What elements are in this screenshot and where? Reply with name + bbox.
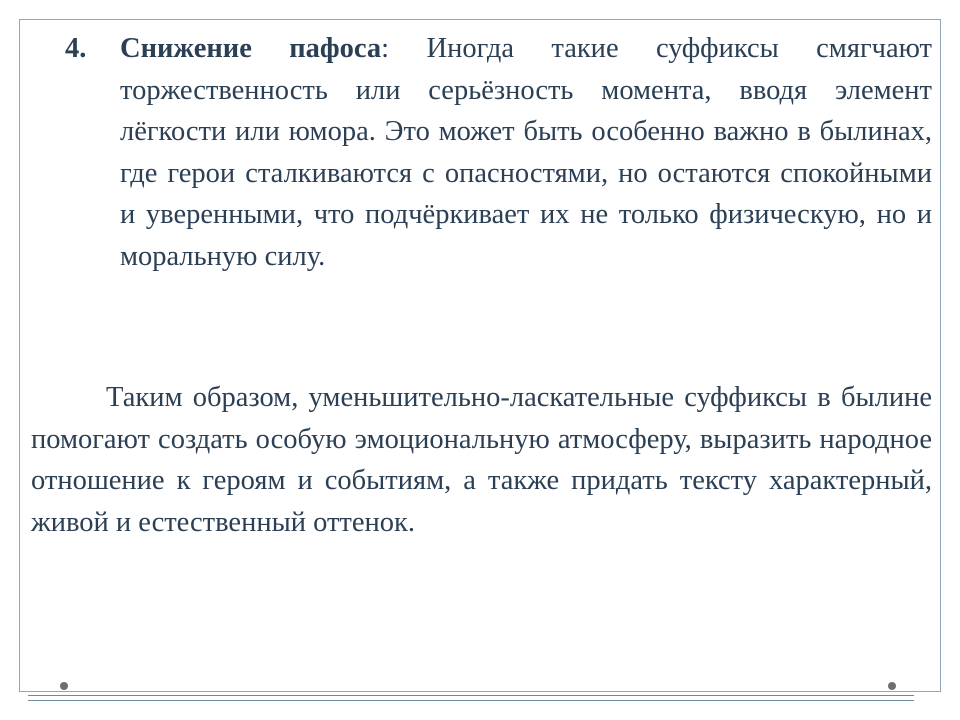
bottom-divider (28, 695, 914, 696)
list-item-body: Иногда такие суффиксы смягчают торжественность или серьёзность момента, вводя элемент лёгкости или юмора. Это может быть особенно важно в былинах, где герои сталкиваются с опасностями, но остаются спокойными и уверенными, что подчёркивает их не только физическую, но и моральную силу. (120, 33, 932, 272)
list-item-title: Снижение пафоса (120, 33, 382, 64)
list-item-number: 4. (65, 33, 87, 64)
decorative-dot-left (60, 682, 68, 690)
list-item-separator: : (381, 33, 390, 64)
bottom-divider-secondary (28, 700, 914, 701)
decorative-dot-right (888, 682, 896, 690)
list-item-4 (65, 28, 932, 277)
conclusion-paragraph: Таким образом, уменьшительно-ласкательные суффиксы в былине помогают создать особую эмоциональную атмосферу, выразить народное отношение к героям и событиям, а также придать тексту характерный, живой и естественный оттенок. (31, 382, 932, 538)
